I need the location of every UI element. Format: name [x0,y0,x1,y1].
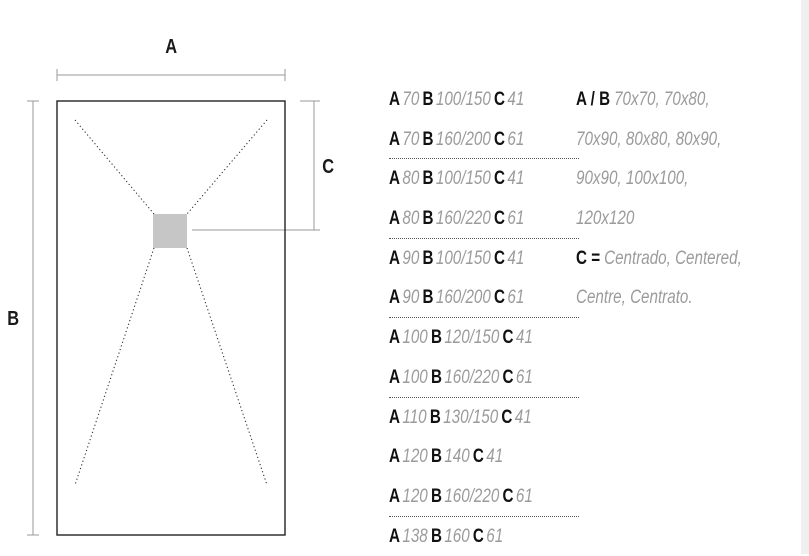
spec-c-label: C [494,168,506,190]
c-line: Centre, Centrato. [576,287,693,309]
spec-c-value: 61 [515,485,533,507]
spec-a-label: A [389,406,400,428]
spec-a-value: 90 [402,247,420,269]
spec-row [389,278,579,318]
spec-b-label: B [422,208,434,230]
spec-row [389,318,579,358]
spec-a-label: A [389,168,400,190]
spec-a-value: 80 [402,208,420,230]
spec-a-label: A [389,287,400,309]
spec-c-value: 41 [514,406,532,428]
dimension-b-line [27,101,39,535]
spec-b-label: B [422,89,434,110]
slope-line-top-left [75,120,154,214]
sizes-key: A / B [576,89,611,110]
spec-c-label: C [494,89,506,110]
notes-block [576,80,796,318]
spec-a-label: A [389,128,400,150]
spec-c-value: 41 [515,327,533,349]
spec-b-value: 100/150 [435,89,491,110]
spec-c-value: 61 [507,208,525,230]
spec-b-value: 130/150 [443,406,499,428]
spec-b-label: B [430,446,442,468]
spec-b-value: 120/150 [444,327,500,349]
spec-c-value: 41 [507,89,525,110]
spec-b-value: 100/150 [435,247,491,269]
dimension-label-b: B [7,308,20,330]
spec-c-label: C [472,446,484,468]
spec-c-label: C [494,247,506,269]
dimension-a-line [57,69,285,81]
spec-b-value: 160/200 [435,287,491,309]
spec-b-label: B [430,525,442,547]
spec-b-value: 160/220 [435,208,491,230]
spec-a-label: A [389,208,400,230]
dimension-label-c: C [322,156,335,178]
slope-line-bottom-right [187,248,267,485]
spec-b-label: B [430,485,442,507]
spec-b-label: B [422,128,434,150]
spec-c-label: C [494,128,506,150]
page-edge-strip [801,0,809,554]
slope-line-bottom-left [75,248,154,485]
drain-square [153,214,187,248]
sizes-line: 90x90, 100x100, [576,168,689,190]
spec-c-label: C [502,485,514,507]
spec-row [389,517,579,556]
sizes-line: 70x70, 70x80, [614,89,710,110]
spec-c-label: C [502,327,514,349]
spec-a-value: 120 [402,485,428,507]
dimension-label-a: A [165,36,178,58]
tray-outline [57,101,285,535]
spec-a-label: A [389,525,400,547]
slope-line-top-right [187,120,267,214]
spec-c-value: 61 [486,525,504,547]
sizes-line: 120x120 [576,208,635,230]
spec-c-value: 41 [507,247,525,269]
spec-row [389,199,579,239]
spec-a-value: 110 [402,406,427,428]
spec-row [389,80,579,120]
spec-a-value: 90 [402,287,420,309]
spec-b-label: B [422,287,434,309]
spec-c-value: 41 [486,446,504,468]
spec-a-label: A [389,247,400,269]
sizes-line: 70x90, 80x80, 80x90, [576,128,722,150]
spec-b-label: B [422,168,434,190]
spec-c-value: 61 [507,287,525,309]
spec-row [389,437,579,477]
spec-row [389,159,579,199]
spec-a-value: 70 [402,128,420,150]
spec-b-value: 160 [444,525,470,547]
size-spec-list [389,80,579,556]
spec-c-label: C [502,366,514,388]
dimension-c-line [192,101,320,230]
spec-a-label: A [389,89,400,110]
spec-b-label: B [430,366,442,388]
spec-row [389,120,579,160]
spec-a-label: A [389,327,400,349]
spec-a-value: 138 [402,525,428,547]
spec-c-label: C [501,406,513,428]
spec-row [389,239,579,279]
spec-b-value: 160/200 [435,128,491,150]
spec-a-value: 120 [402,446,428,468]
spec-b-label: B [422,247,434,269]
spec-a-label: A [389,485,400,507]
slope-lines [75,120,267,485]
spec-c-label: C [472,525,484,547]
spec-c-value: 41 [507,168,525,190]
spec-b-label: B [429,406,441,428]
spec-row [389,358,579,398]
spec-b-value: 160/220 [444,366,500,388]
spec-b-value: 140 [444,446,470,468]
spec-a-value: 100 [402,327,428,349]
c-line: Centrado, Centered, [604,247,742,269]
spec-row [389,477,579,517]
spec-row [389,398,579,438]
spec-c-label: C [494,287,506,309]
spec-b-value: 100/150 [435,168,491,190]
spec-c-value: 61 [507,128,525,150]
spec-c-label: C [494,208,506,230]
spec-a-value: 80 [402,168,420,190]
spec-b-value: 160/220 [444,485,500,507]
spec-a-value: 70 [402,89,420,110]
spec-a-label: A [389,446,400,468]
spec-b-label: B [430,327,442,349]
c-key: C = [576,247,601,269]
spec-c-value: 61 [515,366,533,388]
spec-a-value: 100 [402,366,428,388]
spec-a-label: A [389,366,400,388]
